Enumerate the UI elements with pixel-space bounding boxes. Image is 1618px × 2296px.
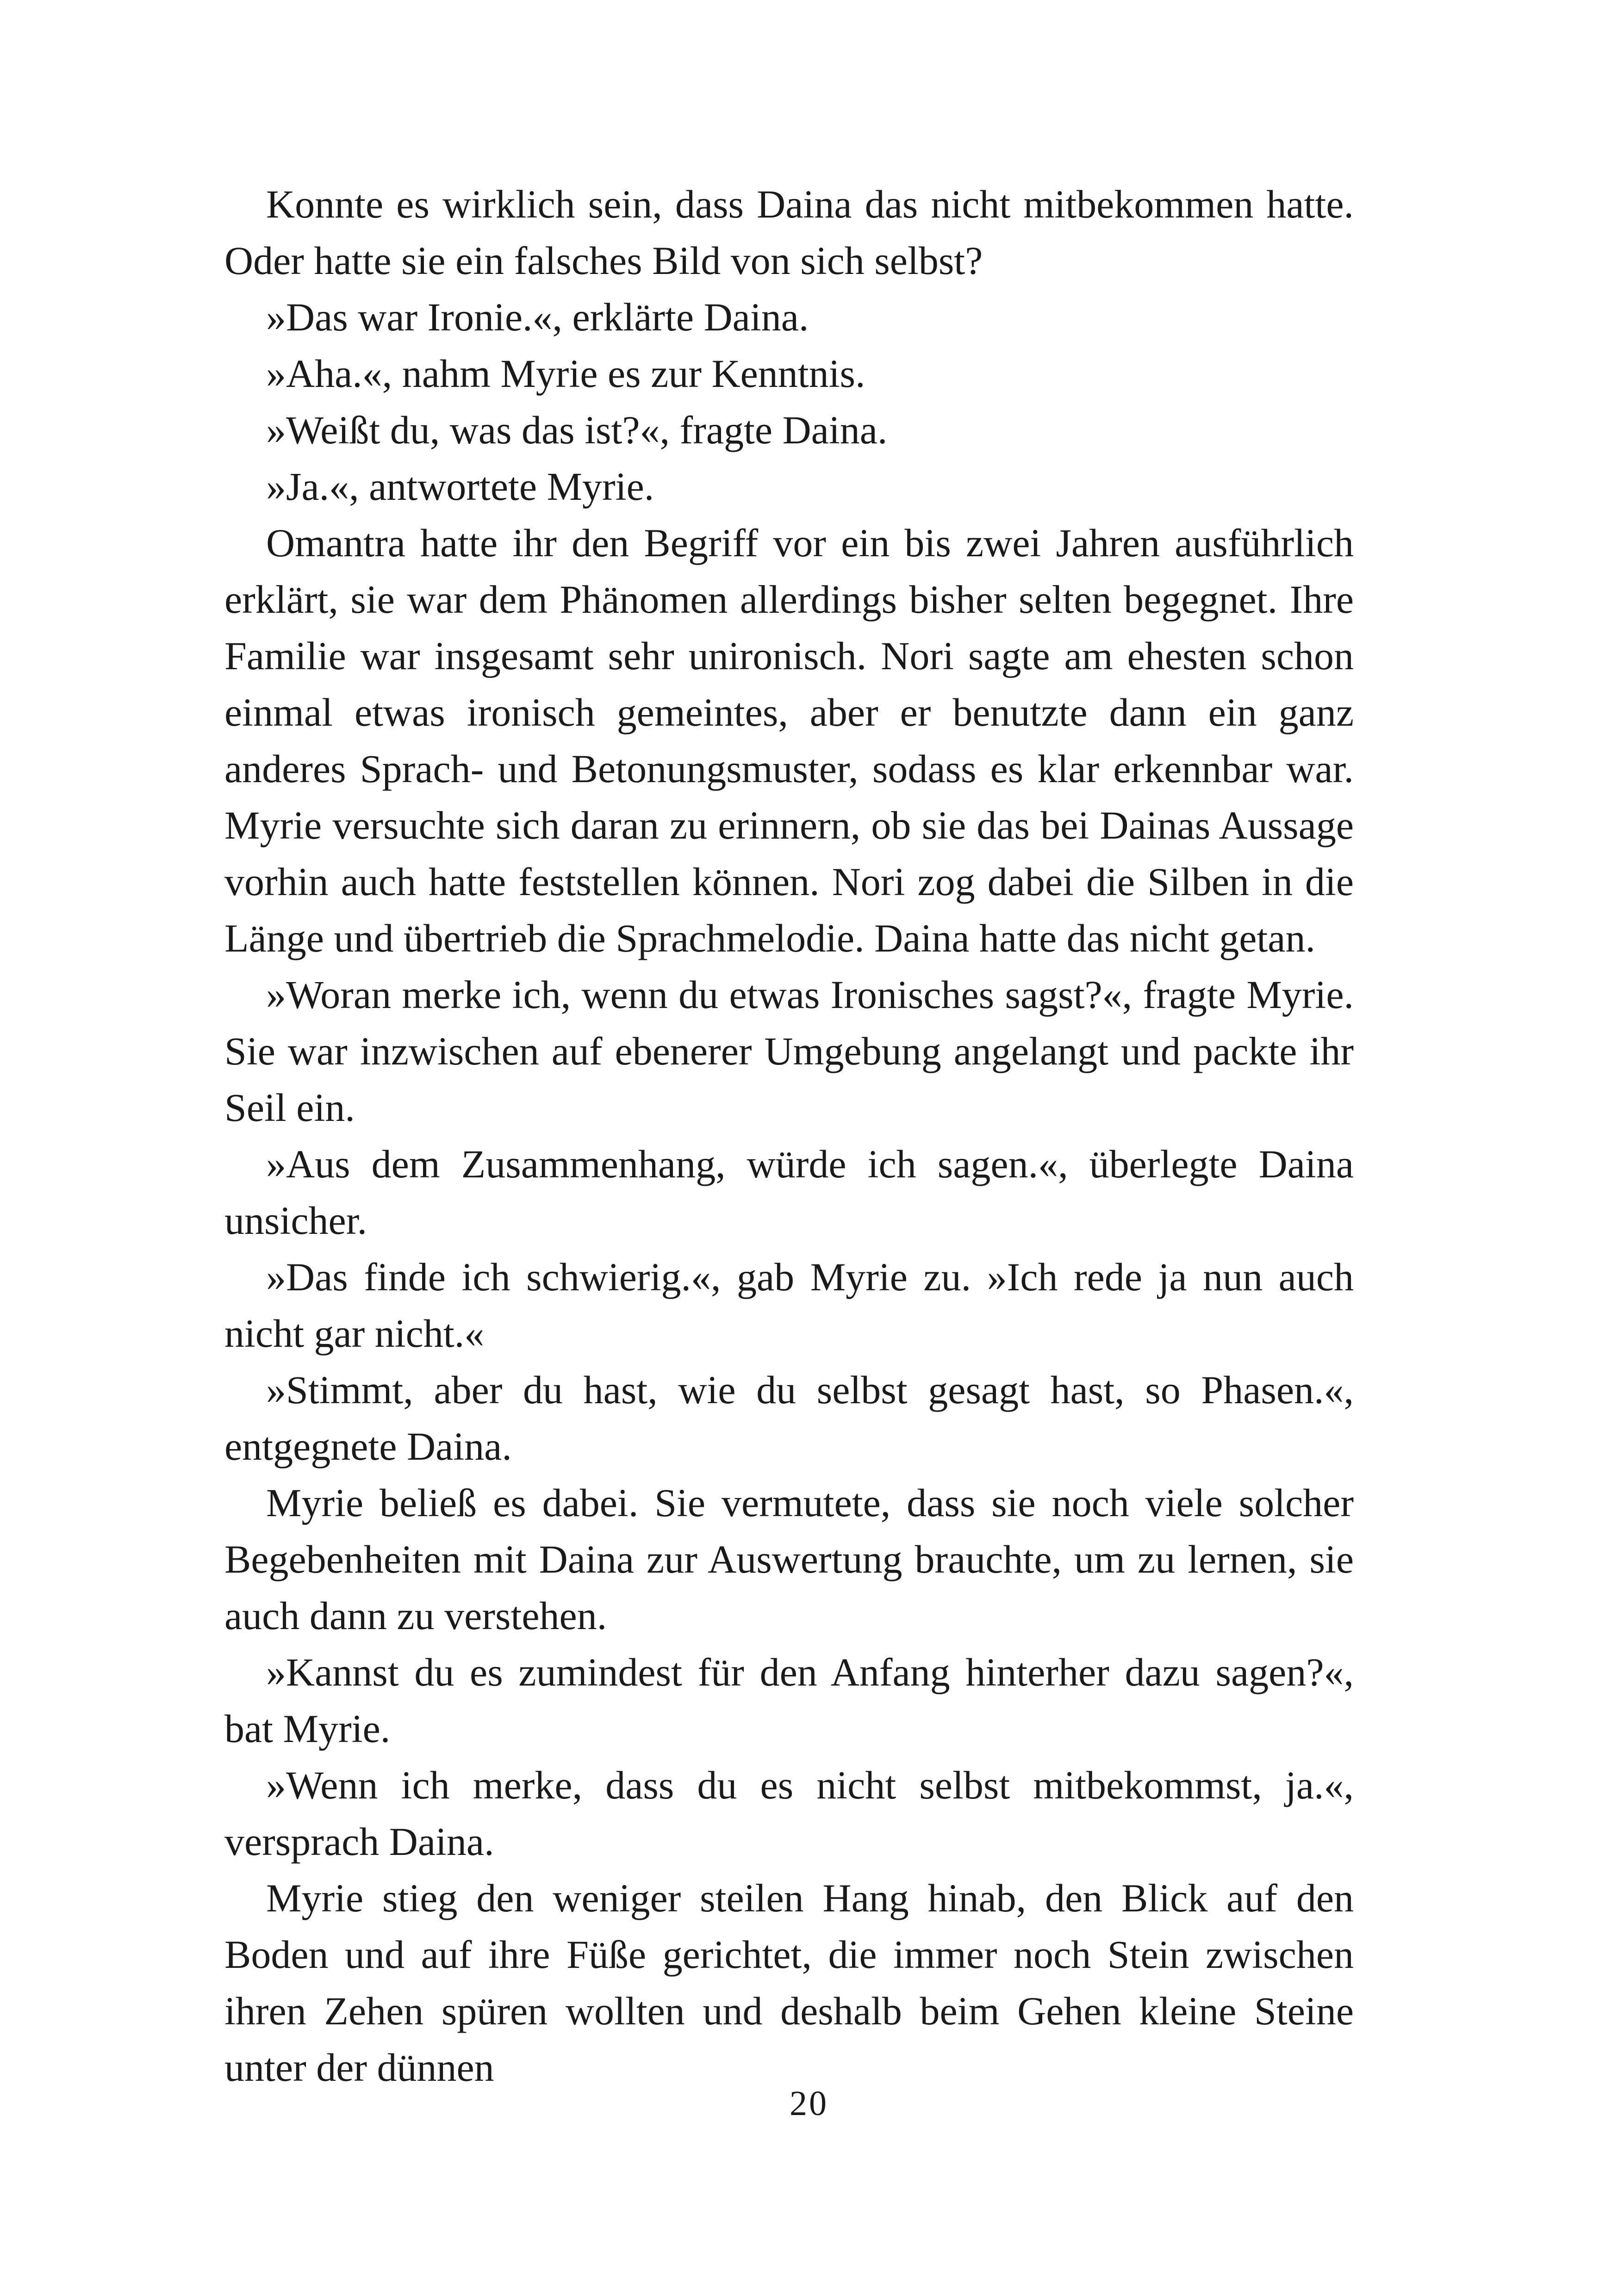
paragraph-1: Konnte es wirklich sein, dass Daina das nicht mitbekommen hatte. Oder hatte sie ein falsches Bild von sich selbst? bbox=[224, 182, 1354, 283]
paragraph-6: Omantra hatte ihr den Begriff vor ein bis zwei Jahren ausführlich erklärt, sie war dem Phänomen allerdings bisher selten begegnet. Ihre Familie war insgesamt sehr unironisch. Nori sagte am ehesten schon einmal etwas ironisch gemeintes, aber er benutzte dann ein ganz anderes Sprach- und Betonungsmuster, sodass es klar erkennbar war. Myrie versuchte sich daran zu erinnern, ob sie das bei Dainas Aussage vorhin auch hatte feststellen können. Nori zog dabei die Silben in die Länge und übertrieb die Sprachmelodie. Daina hatte das nicht getan. bbox=[224, 521, 1354, 960]
page-number: 20 bbox=[790, 2084, 828, 2123]
paragraph-5: »Ja.«, antwortete Myrie. bbox=[266, 464, 654, 509]
paragraph-12: »Kannst du es zumindest für den Anfang hinterher dazu sagen?«, bat Myrie. bbox=[224, 1650, 1354, 1751]
paragraph-8: »Aus dem Zusammenhang, würde ich sagen.«, überlegte Daina unsicher. bbox=[224, 1142, 1354, 1243]
body-text bbox=[224, 176, 1354, 2096]
paragraph-9: »Das finde ich schwierig.«, gab Myrie zu. »Ich rede ja nun auch nicht gar nicht.« bbox=[224, 1255, 1354, 1356]
paragraph-2: »Das war Ironie.«, erklärte Daina. bbox=[266, 295, 809, 339]
paragraph-3: »Aha.«, nahm Myrie es zur Kenntnis. bbox=[266, 351, 865, 396]
paragraph-4: »Weißt du, was das ist?«, fragte Daina. bbox=[266, 408, 888, 452]
paragraph-7: »Woran merke ich, wenn du etwas Ironisches sagst?«, fragte Myrie. Sie war inzwischen auf ebenerer Umgebung angelangt und packte ihr Seil ein. bbox=[224, 972, 1354, 1130]
paragraph-11: Myrie beließ es dabei. Sie vermutete, dass sie noch viele solcher Begebenheiten mit Daina zur Auswertung brauchte, um zu lernen, sie auch dann zu verstehen. bbox=[224, 1481, 1354, 1638]
paragraph-10: »Stimmt, aber du hast, wie du selbst gesagt hast, so Phasen.«, entgegnete Daina. bbox=[224, 1368, 1354, 1468]
paragraph-13: »Wenn ich merke, dass du es nicht selbst mitbekommst, ja.«, versprach Daina. bbox=[224, 1763, 1354, 1864]
paragraph-14: Myrie stieg den weniger steilen Hang hinab, den Blick auf den Boden und auf ihre Füße gerichtet, die immer noch Stein zwischen ihren Zehen spüren wollten und deshalb beim Gehen kleine Steine unter der dünnen bbox=[224, 1876, 1354, 2090]
